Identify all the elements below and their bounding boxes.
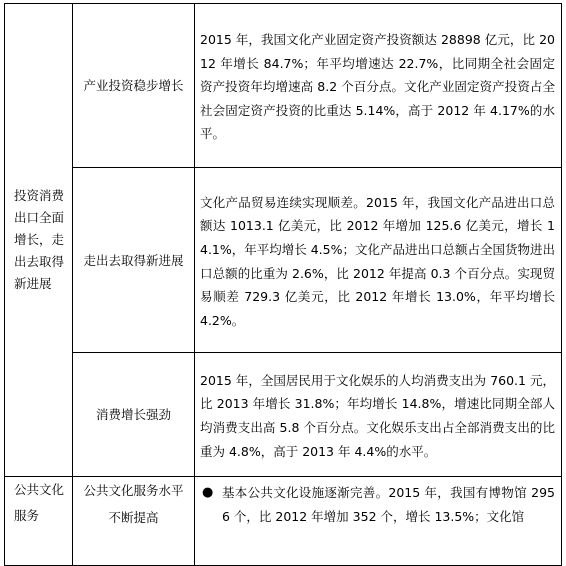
category-cell: 公共文化服务 bbox=[5, 477, 73, 566]
table-row bbox=[5, 477, 562, 566]
description-cell bbox=[195, 477, 562, 566]
subcategory-cell: 消费增长强劲 bbox=[73, 353, 195, 477]
bullet-text: 基本公共文化设施逐渐完善。2015 年，我国有博物馆 2956 个，比 2012 年增加 352 个，增长 13.5%；文化馆 bbox=[222, 485, 555, 524]
bullet-item bbox=[200, 481, 555, 528]
culture-statistics-table bbox=[4, 3, 562, 566]
category-cell: 投资消费出口全面增长，走出去取得新进展 bbox=[5, 4, 73, 477]
bullet-icon: ● bbox=[202, 485, 214, 500]
table-row bbox=[5, 168, 562, 353]
description-cell: 文化产品贸易连续实现顺差。2015 年，我国文化产品进出口总额达 1013.1 亿美元，比 2012 年增加 125.6 亿美元，增长 14.1%，年平均增长 4.5%；文化产品进出口总额占全国货物进出口总额的比重为 2.6%，比 2012 年提高 0.3 个百分点。实现贸易顺差 729.3 亿美元，比 2012 年增长 13.0%，年平均增长 4.2%。 bbox=[195, 168, 562, 353]
table-row bbox=[5, 353, 562, 477]
subcategory-cell: 走出去取得新进展 bbox=[73, 168, 195, 353]
subcategory-cell: 公共文化服务水平不断提高 bbox=[73, 477, 195, 566]
description-cell: 2015 年，我国文化产业固定资产投资额达 28898 亿元，比 2012 年增长 84.7%；年平均增速达 22.7%，比同期全社会固定资产投资年均增速高 8.2 个百分点。文化产业固定资产投资占全社会固定资产投资的比重达 5.14%，高于 2012 年 4.17%的水平。 bbox=[195, 4, 562, 168]
description-cell: 2015 年，全国居民用于文化娱乐的人均消费支出为 760.1 元，比 2013 年增长 31.8%；年均增长 14.8%，增速比同期全部人均消费支出高 5.8 个百分点。文化娱乐支出占全部消费支出的比重为 4.8%，高于 2013 年 4.4%的水平。 bbox=[195, 353, 562, 477]
table-row bbox=[5, 4, 562, 168]
subcategory-cell: 产业投资稳步增长 bbox=[73, 4, 195, 168]
